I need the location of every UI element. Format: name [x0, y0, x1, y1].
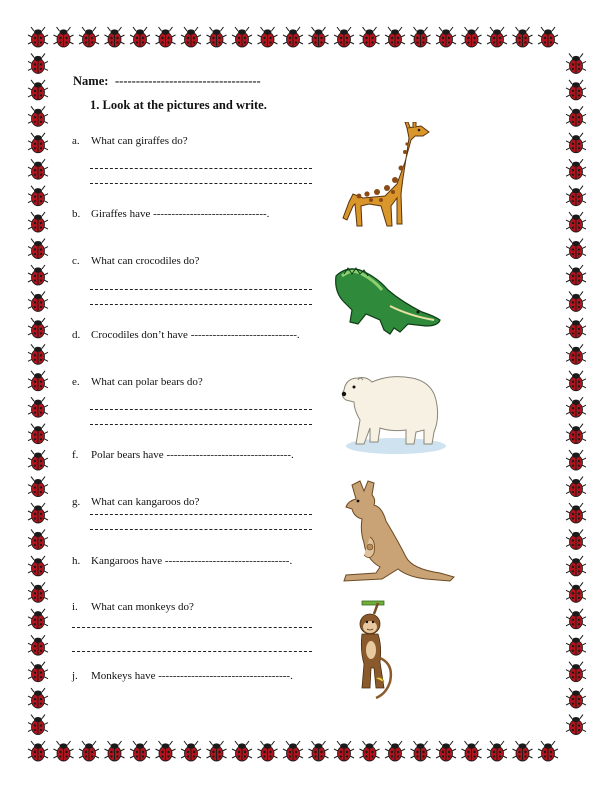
ladybug-icon	[283, 741, 303, 761]
question-letter: d.	[72, 329, 81, 341]
name-blank[interactable]: -----------------------------------	[115, 74, 261, 88]
ladybug-icon	[566, 609, 586, 629]
ladybug-icon	[181, 741, 201, 761]
ladybug-icon	[28, 53, 48, 73]
monkey-icon	[350, 598, 400, 703]
ladybug-icon	[28, 635, 48, 655]
ladybug-icon	[283, 27, 303, 47]
name-label: Name:	[73, 74, 109, 88]
ladybug-icon	[28, 477, 48, 497]
ladybug-icon	[54, 741, 74, 761]
ladybug-icon	[28, 106, 48, 126]
ladybug-icon	[566, 371, 586, 391]
ladybug-icon	[566, 344, 586, 364]
ladybug-icon	[28, 582, 48, 602]
ladybug-icon	[232, 741, 252, 761]
ladybug-icon	[566, 318, 586, 338]
ladybug-icon	[28, 529, 48, 549]
ladybug-icon	[28, 159, 48, 179]
ladybug-icon	[566, 662, 586, 682]
question-kangaroos-do: What can kangaroos do?	[91, 496, 200, 508]
ladybug-icon	[436, 27, 456, 47]
question-giraffes-have: Giraffes have -------------------------------.	[91, 208, 270, 220]
ladybug-icon	[28, 715, 48, 735]
ladybug-icon	[79, 741, 99, 761]
ladybug-icon	[156, 741, 176, 761]
ladybug-icon	[566, 503, 586, 523]
ladybug-icon	[28, 80, 48, 100]
ladybug-icon	[462, 741, 482, 761]
ladybug-icon	[385, 741, 405, 761]
instruction-heading: 1. Look at the pictures and write.	[90, 98, 267, 112]
ladybug-icon	[309, 27, 329, 47]
ladybug-icon	[28, 424, 48, 444]
ladybug-icon	[309, 741, 329, 761]
ladybug-icon	[79, 27, 99, 47]
ladybug-icon	[566, 291, 586, 311]
ladybug-icon	[334, 27, 354, 47]
answer-line[interactable]	[90, 424, 312, 425]
ladybug-icon	[105, 27, 125, 47]
question-letter: c.	[72, 255, 80, 267]
question-letter: h.	[72, 555, 81, 567]
question-letter: a.	[72, 135, 80, 147]
ladybug-icon	[566, 265, 586, 285]
ladybug-icon	[436, 741, 456, 761]
question-letter: b.	[72, 208, 81, 220]
ladybug-icon	[538, 741, 558, 761]
ladybug-icon	[130, 741, 150, 761]
ladybug-icon	[566, 424, 586, 444]
ladybug-icon	[513, 741, 533, 761]
polar-bear-icon	[336, 370, 446, 455]
ladybug-icon	[28, 265, 48, 285]
ladybug-icon	[28, 318, 48, 338]
answer-line[interactable]	[90, 304, 312, 305]
ladybug-icon	[487, 741, 507, 761]
ladybug-icon	[487, 27, 507, 47]
ladybug-icon	[566, 133, 586, 153]
ladybug-icon	[258, 741, 278, 761]
question-monkeys-have: Monkeys have ------------------------------------.	[91, 670, 293, 682]
ladybug-icon	[28, 239, 48, 259]
question-letter: j.	[72, 670, 78, 682]
ladybug-icon	[130, 27, 150, 47]
ladybug-icon	[28, 688, 48, 708]
ladybug-icon	[566, 529, 586, 549]
question-letter: f.	[72, 449, 79, 461]
ladybug-icon	[334, 741, 354, 761]
question-monkeys-do: What can monkeys do?	[91, 601, 194, 613]
ladybug-icon	[566, 688, 586, 708]
ladybug-icon	[28, 212, 48, 232]
ladybug-icon	[28, 503, 48, 523]
ladybug-icon	[28, 662, 48, 682]
question-crocodiles-do: What can crocodiles do?	[91, 255, 200, 267]
ladybug-icon	[566, 715, 586, 735]
ladybug-icon	[566, 80, 586, 100]
ladybug-icon	[28, 291, 48, 311]
ladybug-icon	[566, 397, 586, 417]
ladybug-icon	[360, 741, 380, 761]
giraffe-icon	[335, 122, 435, 230]
ladybug-icon	[566, 212, 586, 232]
ladybug-icon	[28, 27, 48, 47]
ladybug-icon	[28, 609, 48, 629]
answer-line[interactable]	[90, 289, 312, 290]
ladybug-icon	[232, 27, 252, 47]
ladybug-icon	[462, 27, 482, 47]
question-letter: g.	[72, 496, 81, 508]
question-giraffes-do: What can giraffes do?	[91, 135, 188, 147]
answer-line[interactable]	[90, 514, 312, 515]
question-polar-bears-do: What can polar bears do?	[91, 376, 203, 388]
question-polar-bears-have: Polar bears have ----------------------------------.	[91, 449, 294, 461]
ladybug-icon	[566, 477, 586, 497]
ladybug-icon	[566, 635, 586, 655]
ladybug-icon	[207, 741, 227, 761]
ladybug-icon	[411, 741, 431, 761]
ladybug-icon	[28, 344, 48, 364]
ladybug-icon	[566, 186, 586, 206]
crocodile-icon	[330, 262, 445, 342]
answer-line[interactable]	[90, 168, 312, 169]
ladybug-icon	[28, 371, 48, 391]
answer-line[interactable]	[90, 529, 312, 530]
ladybug-icon	[156, 27, 176, 47]
ladybug-icon	[28, 556, 48, 576]
answer-line[interactable]	[90, 409, 312, 410]
answer-line[interactable]	[90, 183, 312, 184]
question-letter: e.	[72, 376, 80, 388]
ladybug-icon	[105, 741, 125, 761]
ladybug-icon	[258, 27, 278, 47]
ladybug-icon	[566, 450, 586, 470]
ladybug-icon	[28, 397, 48, 417]
ladybug-icon	[207, 27, 227, 47]
ladybug-icon	[360, 27, 380, 47]
ladybug-icon	[28, 133, 48, 153]
kangaroo-icon	[336, 477, 456, 585]
ladybug-icon	[566, 159, 586, 179]
answer-line[interactable]	[72, 627, 312, 628]
ladybug-icon	[566, 106, 586, 126]
ladybug-icon	[54, 27, 74, 47]
ladybug-icon	[566, 556, 586, 576]
question-crocodiles-dont-have: Crocodiles don’t have -----------------------------.	[91, 329, 300, 341]
ladybug-icon	[28, 450, 48, 470]
ladybug-icon	[566, 53, 586, 73]
ladybug-icon	[538, 27, 558, 47]
ladybug-icon	[385, 27, 405, 47]
ladybug-icon	[566, 239, 586, 259]
ladybug-icon	[566, 582, 586, 602]
ladybug-icon	[181, 27, 201, 47]
ladybug-icon	[411, 27, 431, 47]
ladybug-icon	[513, 27, 533, 47]
ladybug-icon	[28, 741, 48, 761]
question-letter: i.	[72, 601, 78, 613]
ladybug-icon	[28, 186, 48, 206]
question-kangaroos-have: Kangaroos have ----------------------------------.	[91, 555, 293, 567]
answer-line[interactable]	[72, 651, 312, 652]
